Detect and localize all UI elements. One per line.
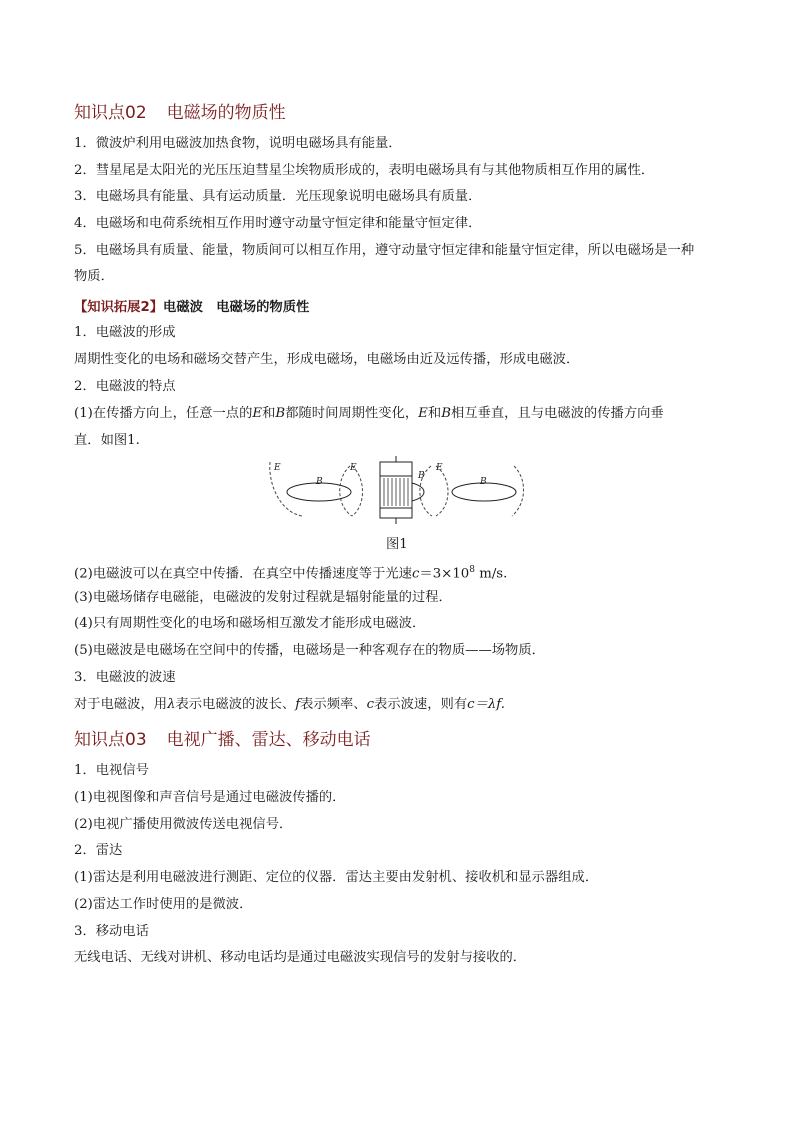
section-02-item-1: 1．微波炉利用电磁波加热食物，说明电磁场具有能量． xyxy=(74,136,402,151)
figure-caption: 图1 xyxy=(386,537,408,552)
radar-point-2: (2)雷达工作时使用的是微波． xyxy=(74,897,253,912)
section-02-heading xyxy=(74,98,286,123)
section-03-title: 电视广播、雷达、移动电话 xyxy=(166,730,371,750)
section-02-item-5-cont: 物质． xyxy=(74,269,114,284)
electric-field-line xyxy=(340,466,352,516)
figure-label-b: B xyxy=(480,477,487,487)
electric-field-line xyxy=(512,466,524,516)
mobile-heading: 3．移动电话 xyxy=(74,924,149,939)
section-03-number: 知识点03 xyxy=(74,730,147,750)
figure-label-e: E xyxy=(436,463,443,473)
electric-field-line xyxy=(436,466,448,516)
expansion-tag: 【知识拓展2】 xyxy=(74,300,164,315)
figure-label-e: E xyxy=(350,463,357,473)
section-02-number: 知识点02 xyxy=(74,103,147,123)
section-02-item-5: 5．电磁场具有质量、能量，物质间可以相互作用，遵守动量守恒定律和能量守恒定律，所以电磁场是一种 xyxy=(74,243,695,258)
section-02-item-3: 3．电磁场具有能量、具有运动质量．光压现象说明电磁场具有质量． xyxy=(74,189,482,204)
formation-heading: 1．电磁波的形成 xyxy=(74,325,176,340)
formation-text: 周期性变化的电场和磁场交替产生，形成电磁场，电磁场由近及远传播，形成电磁波． xyxy=(74,352,580,367)
features-heading: 2．电磁波的特点 xyxy=(74,379,176,394)
section-02-title: 电磁场的物质性 xyxy=(166,103,286,123)
oscillator-plates xyxy=(380,456,412,524)
speed-text: 对于电磁波，用λ表示电磁波的波长、f表示频率、c表示波速，则有c＝λf. xyxy=(74,697,505,712)
radar-point-1: (1)雷达是利用电磁波进行测距、定位的仪器．雷达主要由发射机、接收机和显示器组成． xyxy=(74,870,599,885)
em-wave-figure xyxy=(266,456,524,524)
features-point-1: (1)在传播方向上，任意一点的E和B都随时间周期性变化，E和B相互垂直，且与电磁波的传播方向垂 xyxy=(74,406,664,421)
radar-heading: 2．雷达 xyxy=(74,843,123,858)
figure-label-b: B xyxy=(418,471,425,481)
electric-field-line xyxy=(352,466,363,516)
features-point-2: (2)电磁波可以在真空中传播．在真空中传播速度等于光速$c=3\times 10^8$ m/s. xyxy=(74,565,508,582)
tv-heading: 1．电视信号 xyxy=(74,763,149,778)
features-point-4: (4)只有周期性变化的电场和磁场相互激发才能形成电磁波． xyxy=(74,616,426,631)
features-point-3: (3)电磁场储存电磁能，电磁波的发射过程就是辐射能量的过程． xyxy=(74,590,452,605)
tv-point-2: (2)电视广播使用微波传送电视信号． xyxy=(74,817,293,832)
section-02-item-2: 2．彗星尾是太阳光的光压压迫彗星尘埃物质形成的，表明电磁场具有与其他物质相互作用的属性． xyxy=(74,163,655,178)
section-02-item-4: 4．电磁场和电荷系统相互作用时遵守动量守恒定律和能量守恒定律． xyxy=(74,216,482,231)
expansion-title: 电磁波 电磁场的物质性 xyxy=(163,300,310,315)
features-point-5: (5)电磁波是电磁场在空间中的传播，电磁场是一种客观存在的物质——场物质． xyxy=(74,643,545,658)
tv-point-1: (1)电视图像和声音信号是通过电磁波传播的． xyxy=(74,790,346,805)
knowledge-expansion-heading xyxy=(74,296,309,315)
figure-label-b: B xyxy=(316,477,323,487)
features-point-1-cont: 直．如图1. xyxy=(74,433,140,448)
mobile-text: 无线电话、无线对讲机、移动电话均是通过电磁波实现信号的发射与接收的． xyxy=(74,950,527,965)
figure-label-e: E xyxy=(274,463,281,473)
speed-heading: 3．电磁波的波速 xyxy=(74,670,176,685)
section-03-heading xyxy=(74,725,371,750)
